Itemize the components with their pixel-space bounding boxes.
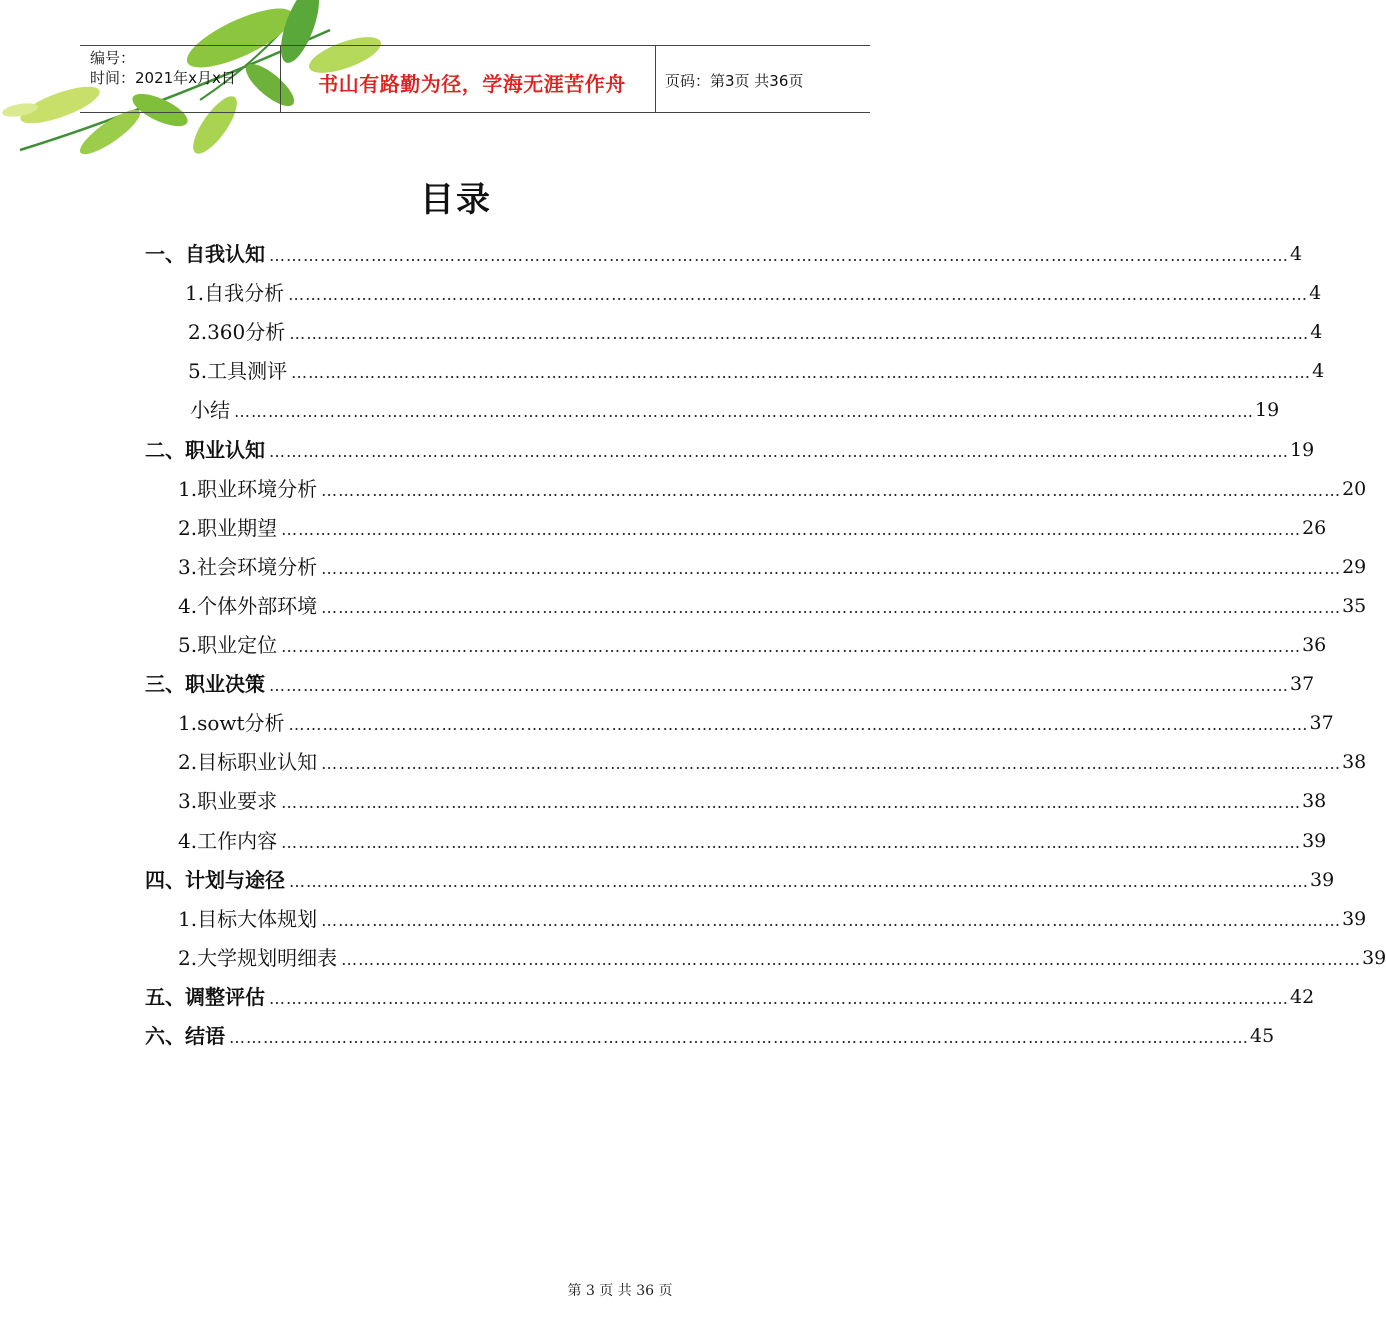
toc-leader-dots: ……………………………………………………………………………………………………………………………………………………………… [321,480,1342,500]
toc-entry-label: 2.目标职业认知 [178,750,318,775]
toc-entry-label: 小结 [190,398,230,423]
toc-entry-label: 3.社会环境分析 [178,554,318,579]
toc-leader-dots: ……………………………………………………………………………………………………………………………………………………………… [234,402,1254,422]
toc-entry[interactable] [185,279,1322,306]
toc-entry[interactable] [190,396,1280,423]
header-number-label: 编号： [90,49,136,67]
toc-entry-page: 4 [1290,243,1303,265]
toc-leader-dots: ……………………………………………………………………………………………………………………………………………………………… [341,949,1362,969]
toc-entry[interactable] [145,670,1315,697]
toc-entry-label: 五、调整评估 [145,984,265,1009]
toc-entry-label: 4.个体外部环境 [178,593,318,618]
toc-entry[interactable] [145,866,1335,892]
header-time-label: 时间：2021年x月x日 [90,69,236,87]
toc-entry-label: 1.sowt分析 [178,711,285,736]
toc-leader-dots: ……………………………………………………………………………………………………………………………………………………………… [321,597,1342,617]
toc-entry-label: 2.360分析 [188,320,286,345]
page-footer: 第 3 页 共 36 页 [567,1283,673,1299]
toc-entry-page: 19 [1290,438,1315,461]
toc-leader-dots: ……………………………………………………………………………………………………………………………………………………………… [229,1028,1249,1047]
toc-leader-dots: ……………………………………………………………………………………………………………………………………………………………… [269,988,1289,1008]
toc-entry[interactable] [178,827,1327,853]
toc-entry[interactable] [145,240,1303,266]
header-motto: 书山有路勤为径，学海无涯苦作舟 [318,72,626,96]
toc-leader-dots: ……………………………………………………………………………………………………………………………………………………………… [281,793,1302,813]
toc-entry-label: 二、职业认知 [145,437,265,462]
toc-leader-dots: ……………………………………………………………………………………………………………………………………………………………… [321,754,1342,774]
toc-entry[interactable] [178,787,1327,814]
toc-entry[interactable] [188,318,1323,345]
toc-entry[interactable] [188,357,1325,384]
toc-leader-dots: ……………………………………………………………………………………………………………………………………………………………… [281,519,1302,539]
toc-entry-page: 39 [1302,829,1327,852]
toc-leader-dots: ……………………………………………………………………………………………………………………………………………………………… [321,558,1342,578]
header-top-line [80,45,870,46]
toc-entry[interactable] [145,436,1315,462]
toc-entry[interactable] [178,944,1386,970]
toc-entry-page: 39 [1342,907,1367,930]
toc-entry-page: 38 [1342,751,1367,774]
toc-entry[interactable] [178,553,1367,579]
header-divider-left [280,45,281,113]
toc-entry-page: 42 [1290,985,1315,1008]
toc-entry-page: 45 [1250,1025,1275,1047]
toc-leader-dots: ……………………………………………………………………………………………………………………………………………………………… [281,637,1302,656]
toc-entry-label: 3.职业要求 [178,789,278,814]
toc-entry-label: 1.目标大体规划 [178,906,318,931]
toc-entry-label: 2.职业期望 [178,515,278,540]
toc-entry[interactable] [178,631,1327,657]
toc-entry[interactable] [178,905,1367,931]
toc-title: 目录 [420,180,492,220]
toc-entry-page: 35 [1342,594,1367,617]
header-page-info: 页码：第3页 共36页 [665,72,804,90]
toc-entry-label: 5.职业定位 [178,633,278,657]
toc-entry-page: 37 [1309,712,1334,735]
toc-leader-dots: ……………………………………………………………………………………………………………………………………………………………… [269,676,1289,696]
toc-leader-dots: ……………………………………………………………………………………………………………………………………………………………… [281,832,1302,852]
toc-entry-page: 38 [1302,790,1327,813]
toc-entry[interactable] [145,983,1315,1009]
toc-entry-label: 1.职业环境分析 [178,476,318,501]
toc-entry-page: 39 [1362,946,1386,969]
toc-entry-page: 37 [1290,673,1315,696]
toc-entry-page: 36 [1302,634,1327,656]
toc-entry[interactable] [178,592,1367,618]
header-divider-right [655,45,656,113]
toc-entry-label: 三、职业决策 [145,672,265,697]
toc-entry[interactable] [178,748,1367,775]
toc-entry-page: 4 [1312,360,1325,383]
toc-entry-label: 四、计划与途径 [145,867,285,892]
toc-leader-dots: ……………………………………………………………………………………………………………………………………………………………… [291,363,1312,383]
toc-leader-dots: ……………………………………………………………………………………………………………………………………………………………… [288,715,1309,735]
toc-entry-page: 29 [1342,555,1367,578]
toc-leader-dots: ……………………………………………………………………………………………………………………………………………………………… [289,324,1310,344]
toc-entry-page: 19 [1255,399,1280,422]
header-bottom-line [80,112,870,113]
toc-leader-dots: ……………………………………………………………………………………………………………………………………………………………… [289,871,1309,891]
toc-entry[interactable] [145,1022,1275,1048]
toc-entry-label: 一、自我认知 [145,242,265,266]
toc-leader-dots: ……………………………………………………………………………………………………………………………………………………………… [269,441,1289,461]
toc-leader-dots: ……………………………………………………………………………………………………………………………………………………………… [321,910,1342,930]
toc-entry[interactable] [178,475,1367,501]
header-meta [90,48,236,88]
toc-entry-page: 4 [1310,321,1323,344]
toc-entry-page: 4 [1309,282,1322,305]
toc-entry[interactable] [178,709,1334,736]
toc-entry-label: 2.大学规划明细表 [178,945,338,970]
toc-entry-label: 六、结语 [145,1024,225,1048]
toc-entry-page: 26 [1302,516,1327,539]
toc-entry-label: 5.工具测评 [188,359,288,384]
toc-entry[interactable] [178,514,1327,540]
toc-entry-page: 20 [1342,477,1367,500]
toc-leader-dots: ……………………………………………………………………………………………………………………………………………………………… [269,246,1289,265]
toc-entry-label: 1.自我分析 [185,281,285,306]
toc-entry-page: 39 [1310,868,1335,891]
toc-leader-dots: ……………………………………………………………………………………………………………………………………………………………… [288,285,1309,305]
toc-entry-label: 4.工作内容 [178,828,278,853]
